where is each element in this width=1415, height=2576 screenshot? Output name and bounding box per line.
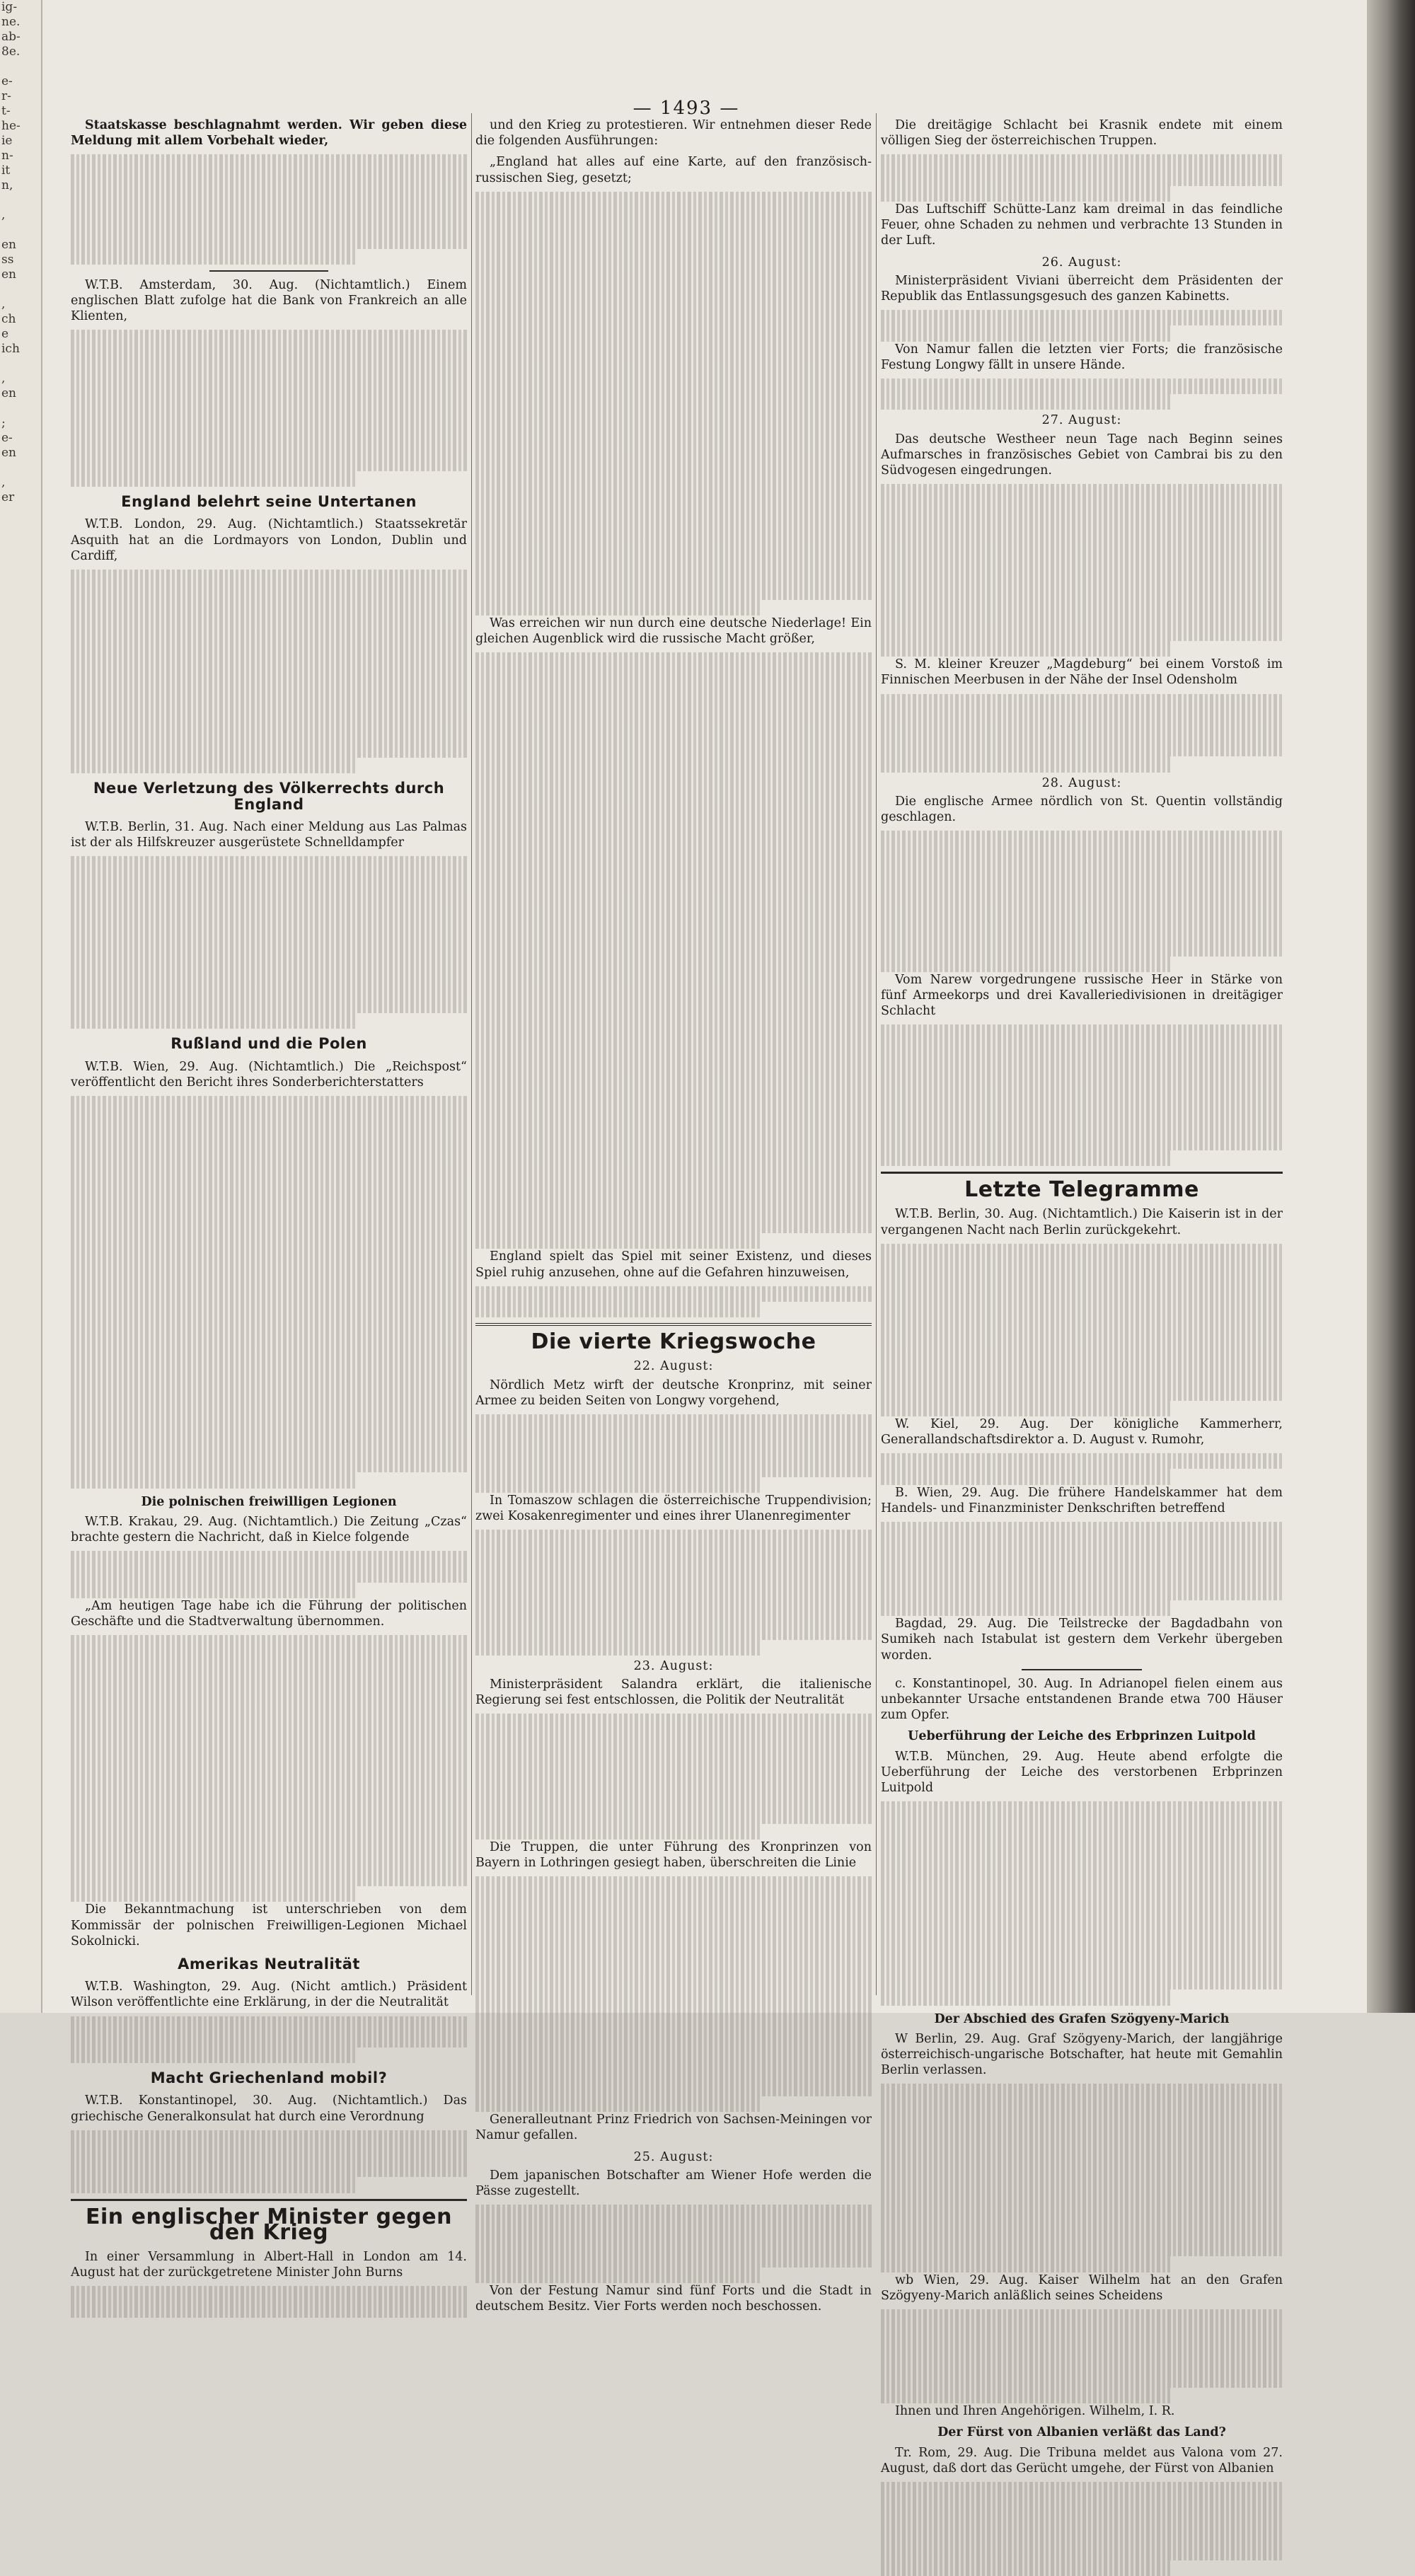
adjacent-page-fragment: e xyxy=(1,327,9,341)
column-3 xyxy=(881,117,1283,2476)
adjacent-page-fragment: t- xyxy=(1,104,11,118)
article-paragraph: Tr. Rom, 29. Aug. Die Tribuna meldet aus Valona vom 27. August, daß dort das Gerücht umgehe, der Fürst von Albanien xyxy=(881,2445,1283,2476)
adjacent-page-fragment: en xyxy=(1,267,17,282)
adjacent-page-fragment xyxy=(0,223,41,238)
adjacent-page-fragment: r- xyxy=(1,89,11,103)
article-heading: England belehrt seine Untertanen xyxy=(121,493,417,511)
adjacent-page-fragment: en xyxy=(1,238,17,252)
adjacent-page-fragment: ab- xyxy=(1,30,21,44)
adjacent-page-fragment xyxy=(0,193,41,208)
article-paragraph: England spielt das Spiel mit seiner Existenz, und dieses Spiel ruhig anzusehen, ohne auf die Gefahren hinzuweisen, xyxy=(475,1249,872,1280)
adjacent-page-fragment xyxy=(0,59,41,74)
article-paragraph: Von der Festung Namur sind fünf Forts und die Stadt in deutschem Besitz. Vier Forts werden noch beschossen. xyxy=(475,2284,872,2314)
adjacent-page-fragment: ss xyxy=(1,253,14,267)
article-paragraph: W.T.B. Berlin, 31. Aug. Nach einer Meldung aus Las Palmas ist der als Hilfskreuzer ausgerüstete Schnelldampfer xyxy=(71,819,467,850)
article-paragraph: Die Bekanntmachung ist unterschrieben von dem Kommissär der polnischen Freiwilligen-Legionen Michael Sokolnicki. xyxy=(71,1902,467,1948)
article-paragraph: S. M. kleiner Kreuzer „Magdeburg“ bei einem Vorstoß im Finnischen Meerbusen in der Nähe der Insel Odensholm xyxy=(881,657,1283,688)
article-heading: Neue Verletzung des Völkerrechts durch England xyxy=(93,780,445,813)
article-heading: Amerikas Neutralität xyxy=(178,1956,360,1973)
article-subheading: Die polnischen freiwilligen Legionen xyxy=(141,1494,397,1509)
column-2 xyxy=(475,117,872,2314)
article-paragraph: Nördlich Metz wirft der deutsche Kronprinz, mit seiner Armee zu beiden Seiten von Longwy vorgehend, xyxy=(475,1377,872,1408)
adjacent-page-fragment: it xyxy=(1,163,11,178)
article-heading-large: Letzte Telegramme xyxy=(964,1177,1199,1203)
article-paragraph: Die Truppen, die unter Führung des Kronprinzen von Bayern in Lothringen gesiegt haben, überschreiten die Linie xyxy=(475,1839,872,1871)
article-paragraph: c. Konstantinopel, 30. Aug. In Adrianopel fielen einem aus unbekannter Ursache entstandenen Brande etwa 700 Häuser zum Opfer. xyxy=(881,1676,1283,1723)
adjacent-page-fragment: e- xyxy=(1,74,13,88)
article-paragraph: W. Kiel, 29. Aug. Der königliche Kammerherr, Generallandschaftsdirektor a. D. August v. Rumohr, xyxy=(881,1416,1283,1448)
article-paragraph: Ministerpräsident Viviani überreicht dem Präsidenten der Republik das Entlassungsgesuch des ganzen Kabinetts. xyxy=(881,273,1283,304)
adjacent-page-fragment: n- xyxy=(1,149,13,163)
adjacent-page-fragment: n, xyxy=(1,178,13,192)
adjacent-page-fragment xyxy=(0,505,41,520)
article-paragraph: Dem japanischen Botschafter am Wiener Hofe werden die Pässe zugestellt. xyxy=(475,2168,872,2198)
date-heading: 26. August: xyxy=(1041,255,1122,270)
article-paragraph: Vom Narew vorgedrungene russische Heer in Stärke von fünf Armeekorps und drei Kavalleriedivisionen in dreitägiger Schlacht xyxy=(881,972,1283,1019)
article-paragraph: W.T.B. München, 29. Aug. Heute abend erfolgte die Ueberführung der Leiche des verstorbenen Erbprinzen Luitpold xyxy=(881,1749,1283,1795)
adjacent-page-fragment: ne. xyxy=(1,15,21,29)
adjacent-page-fragment: en xyxy=(1,386,17,400)
column-rule xyxy=(471,113,472,1995)
adjacent-page-fragment xyxy=(0,282,41,297)
adjacent-page-fragment: er xyxy=(1,490,15,504)
article-paragraph: In Tomaszow schlagen die österreichische Truppendivision; zwei Kosakenregimenter und eines ihrer Ulanenregimenter xyxy=(475,1493,872,1524)
adjacent-page-fragment: en xyxy=(1,446,17,460)
article-paragraph: wb Wien, 29. Aug. Kaiser Wilhelm hat an den Grafen Szögyeny-Marich anläßlich seines Scheidens xyxy=(881,2272,1283,2303)
adjacent-page-fragment: , xyxy=(1,208,6,222)
article-paragraph: Staatskasse beschlagnahmt werden. Wir geben diese Meldung mit allem Vorbehalt wieder, xyxy=(71,118,467,149)
article-paragraph: Was erreichen wir nun durch eine deutsche Niederlage! Ein gleichen Augenblick wird die russische Macht größer, xyxy=(475,616,872,647)
date-heading: 27. August: xyxy=(1041,413,1122,428)
article-subheading: Ueberführung der Leiche des Erbprinzen Luitpold xyxy=(908,1729,1256,1744)
article-subheading: Der Abschied des Grafen Szögyeny-Marich xyxy=(934,2011,1230,2026)
adjacent-page-fragment: he- xyxy=(1,119,21,133)
column-rule xyxy=(876,113,877,1995)
article-paragraph: Das deutsche Westheer neun Tage nach Beginn seines Aufmarsches in französisches Gebiet von Cambrai bis zu den Südvogesen eingedrungen. xyxy=(881,432,1283,478)
adjacent-page-fragment: , xyxy=(1,371,6,386)
article-paragraph: W.T.B. London, 29. Aug. (Nichtamtlich.) Staatssekretär Asquith hat an die Lordmayors von London, Dublin und Cardiff, xyxy=(71,517,467,563)
article-paragraph: B. Wien, 29. Aug. Die frühere Handelskammer hat dem Handels- und Finanzminister Denkschriften betreffend xyxy=(881,1485,1283,1515)
article-paragraph: W Berlin, 29. Aug. Graf Szögyeny-Marich, der langjährige österreichisch-ungarische Botschafter, hat heute mit Gemahlin Berlin verlassen. xyxy=(881,2031,1283,2078)
article-paragraph: Generalleutnant Prinz Friedrich von Sachsen-Meiningen vor Namur gefallen. xyxy=(475,2113,872,2143)
adjacent-page-fragment: , xyxy=(1,297,6,311)
adjacent-page-fragment: ig- xyxy=(1,0,18,14)
date-heading: 23. August: xyxy=(633,1658,714,1673)
article-paragraph: Bagdad, 29. Aug. Die Teilstrecke der Bagdadbahn von Sumikeh nach Istabulat ist gestern dem Verkehr übergeben worden. xyxy=(881,1617,1283,1663)
article-heading-large: Die vierte Kriegswoche xyxy=(531,1329,816,1355)
article-paragraph: Von Namur fallen die letzten vier Forts; die französische Festung Longwy fällt in unsere Hände. xyxy=(881,342,1283,372)
article-paragraph: und den Krieg zu protestieren. Wir entnehmen dieser Rede die folgenden Ausführungen: xyxy=(475,118,872,149)
article-paragraph: W.T.B. Washington, 29. Aug. (Nicht amtlich.) Präsident Wilson veröffentlichte eine Erklärung, in der die Neutralität xyxy=(71,1980,467,2010)
adjacent-page-fragment: ; xyxy=(1,416,6,430)
adjacent-page-fragment: e- xyxy=(1,431,13,445)
article-heading-large: Ein englischer Minister gegen den Krieg xyxy=(86,2204,452,2245)
adjacent-page-fragment: ich xyxy=(1,342,20,356)
page-number: — 1493 — xyxy=(633,98,740,119)
article-paragraph: „England hat alles auf eine Karte, auf den französisch-russischen Sieg, gesetzt; xyxy=(475,155,872,185)
adjacent-page-fragment xyxy=(0,461,41,475)
article-heading: Rußland und die Polen xyxy=(171,1035,367,1053)
date-heading: 25. August: xyxy=(633,2149,714,2164)
article-paragraph: Ministerpräsident Salandra erklärt, die italienische Regierung sei fest entschlossen, die Politik der Neutralität xyxy=(475,1677,872,1708)
signature-line: Ihnen und Ihren Angehörigen. Wilhelm, I. R. xyxy=(895,2404,1175,2419)
book-binding-edge xyxy=(1367,0,1415,2013)
article-paragraph: Die dreitägige Schlacht bei Krasnik endete mit einem völligen Sieg der österreichischen Truppen. xyxy=(881,118,1283,149)
adjacent-page-strip xyxy=(0,0,42,2013)
article-paragraph: W.T.B. Amsterdam, 30. Aug. (Nichtamtlich.) Einem englischen Blatt zufolge hat die Bank von Frankreich an alle Klienten, xyxy=(71,277,467,324)
article-paragraph: Das Luftschiff Schütte-Lanz kam dreimal in das feindliche Feuer, ohne Schaden zu nehmen und verbrachte 13 Stunden in der Luft. xyxy=(881,202,1283,248)
article-subheading: Der Fürst von Albanien verläßt das Land? xyxy=(937,2425,1226,2440)
article-paragraph: Die englische Armee nördlich von St. Quentin vollständig geschlagen. xyxy=(881,794,1283,824)
adjacent-page-fragment: ie xyxy=(1,134,13,148)
adjacent-page-fragment: 8e. xyxy=(1,45,21,59)
article-paragraph: In einer Versammlung in Albert-Hall in London am 14. August hat der zurückgetretene Minister John Burns xyxy=(71,2249,467,2280)
adjacent-page-fragment: , xyxy=(1,475,6,490)
adjacent-page-fragment xyxy=(0,401,41,416)
article-heading: Macht Griechenland mobil? xyxy=(150,2069,388,2087)
article-paragraph: W.T.B. Konstantinopel, 30. Aug. (Nichtamtlich.) Das griechische Generalkonsulat hat durch eine Verordnung xyxy=(71,2093,467,2124)
adjacent-page-fragment: ch xyxy=(1,312,16,326)
date-heading: 28. August: xyxy=(1041,775,1122,790)
adjacent-page-fragment xyxy=(0,357,41,371)
column-1 xyxy=(71,117,467,2280)
article-paragraph: W.T.B. Krakau, 29. Aug. (Nichtamtlich.) Die Zeitung „Czas“ brachte gestern die Nachricht, daß in Kielce folgende xyxy=(71,1514,467,1545)
article-paragraph: W.T.B. Wien, 29. Aug. (Nichtamtlich.) Die „Reichspost“ veröffentlicht den Bericht ihres Sonderberichterstatters xyxy=(71,1059,467,1090)
article-paragraph: W.T.B. Berlin, 30. Aug. (Nichtamtlich.) Die Kaiserin ist in der vergangenen Nacht nach Berlin zurückgekehrt. xyxy=(881,1207,1283,1237)
date-heading: 22. August: xyxy=(633,1359,714,1374)
article-paragraph: „Am heutigen Tage habe ich die Führung der politischen Geschäfte und die Stadtverwaltung übernommen. xyxy=(71,1598,467,1629)
